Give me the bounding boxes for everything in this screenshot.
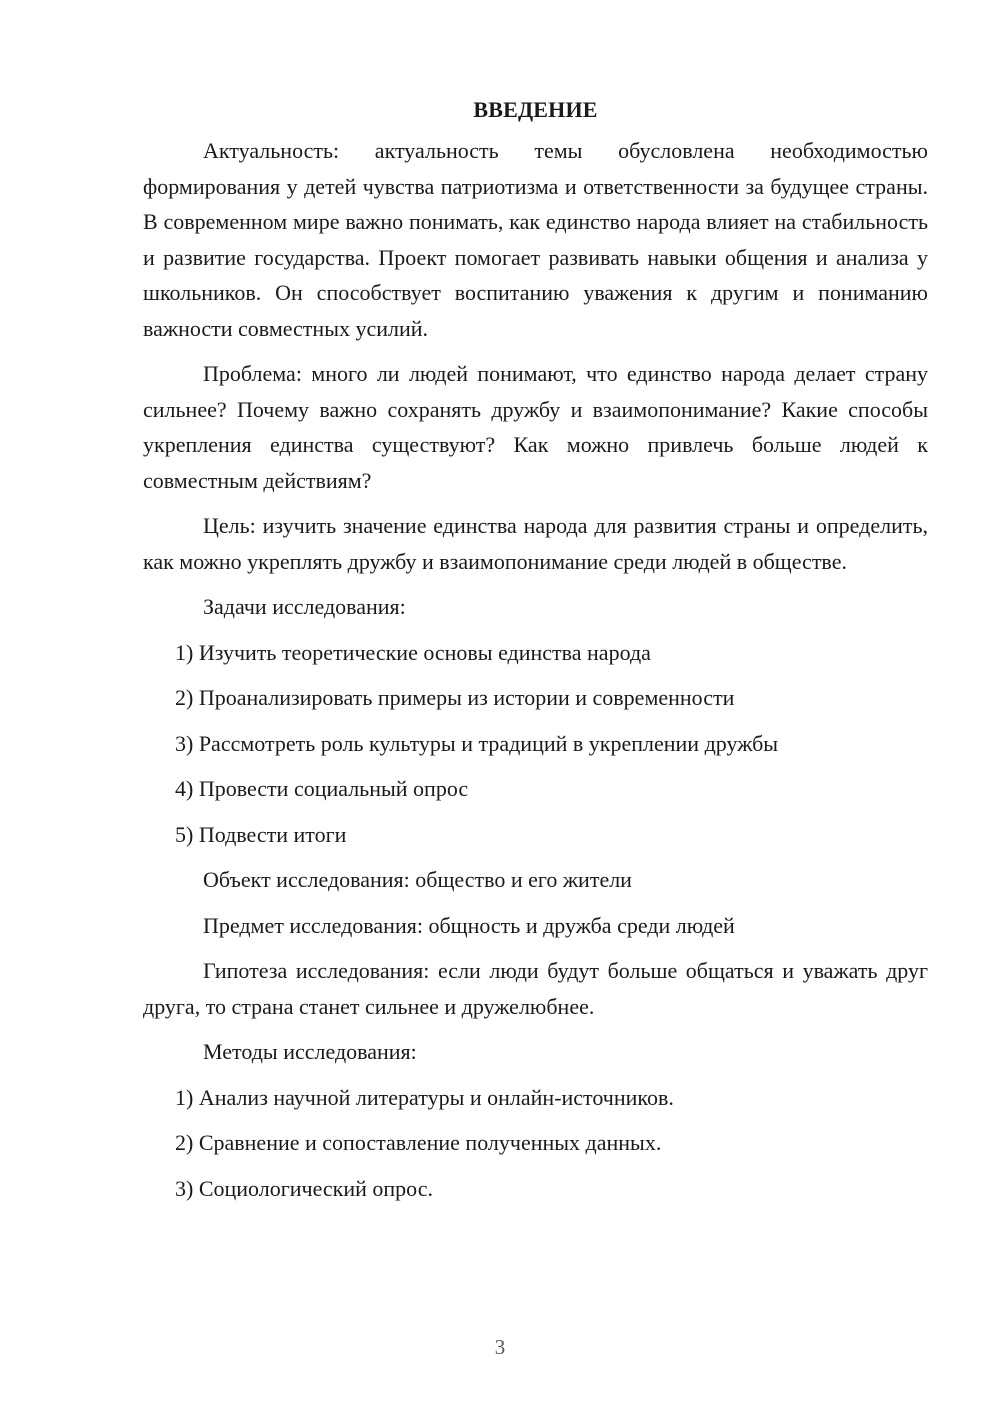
method-item: 2) Сравнение и сопоставление полученных данных.: [175, 1130, 662, 1155]
problem-paragraph: Проблема: много ли людей понимают, что единство народа делает страну сильнее? Почему важно сохранять дружбу и взаимопонимание? Какие способы укрепления единства существуют? Как можно привлечь больше людей к совместным действиям?: [143, 361, 928, 493]
document-page: [143, 92, 928, 1216]
goal-paragraph: Цель: изучить значение единства народа для развития страны и определить, как можно укреплять дружбу и взаимопонимание среди людей в обществе.: [143, 513, 928, 574]
section-heading: ВВЕДЕНИЕ: [473, 97, 598, 122]
relevance-paragraph: Актуальность: актуальность темы обусловлена необходимостью формирования у детей чувства патриотизма и ответственности за будущее страны. В современном мире важно понимать, как единство народа влияет на стабильность и развитие государства. Проект помогает развивать навыки общения и анализа у школьников. Он способствует воспитанию уважения к другим и пониманию важности совместных усилий.: [143, 138, 928, 341]
task-item: 4) Провести социальный опрос: [175, 776, 469, 801]
task-item: 2) Проанализировать примеры из истории и современности: [175, 685, 735, 710]
methods-heading: Методы исследования:: [203, 1039, 417, 1064]
method-item: 1) Анализ научной литературы и онлайн-источников.: [175, 1084, 674, 1110]
tasks-list: [143, 635, 928, 853]
task-item: 1) Изучить теоретические основы единства народа: [175, 639, 651, 665]
task-item: 5) Подвести итоги: [175, 821, 347, 847]
research-subject: Предмет исследования: общность и дружба среди людей: [203, 912, 735, 938]
research-object: Объект исследования: общество и его жители: [203, 867, 632, 892]
page-number: 3: [494, 1335, 506, 1359]
task-item: 3) Рассмотреть роль культуры и традиций в укреплении дружбы: [175, 730, 779, 756]
hypothesis-paragraph: Гипотеза исследования: если люди будут больше общаться и уважать друг друга, то страна станет сильнее и дружелюбнее.: [143, 958, 928, 1019]
tasks-heading: Задачи исследования:: [203, 594, 406, 619]
method-item: 3) Социологический опрос.: [175, 1175, 433, 1201]
methods-list: [143, 1080, 928, 1207]
